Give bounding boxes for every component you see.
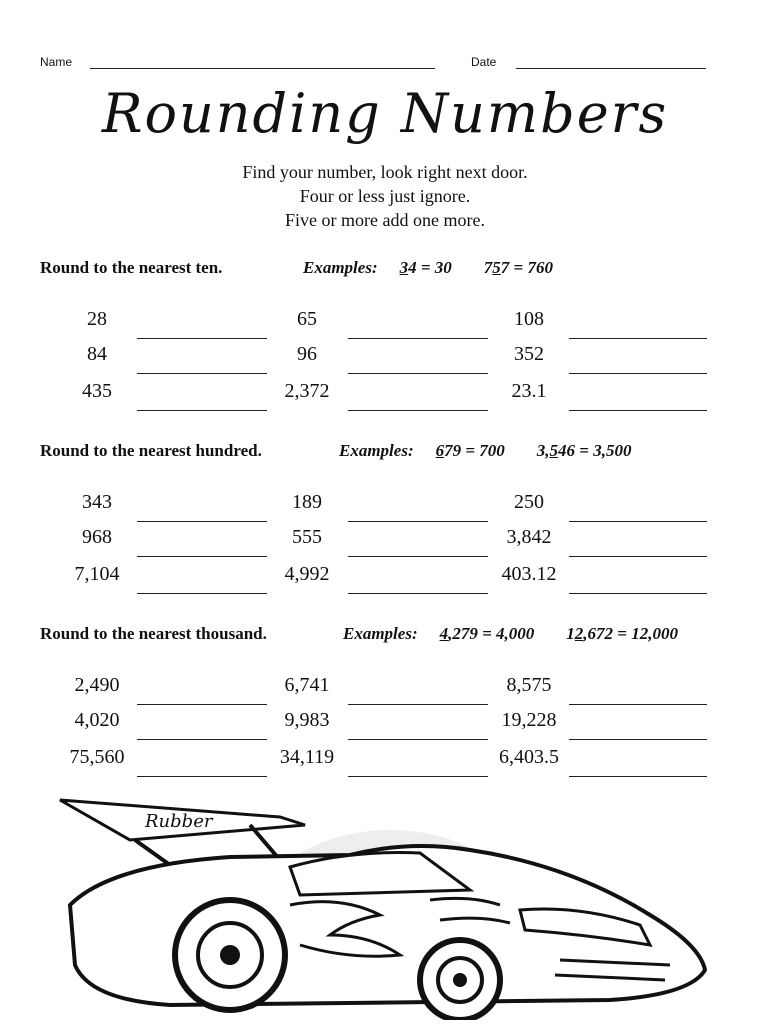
example-underlined-digit: 2 (574, 624, 584, 643)
problem-number: 6,403.5 (499, 746, 559, 768)
answer-blank[interactable] (137, 593, 267, 594)
problem-number: 84 (87, 343, 107, 365)
examples-label: Examples: (343, 624, 418, 643)
example-rest: 79 = 700 (444, 441, 505, 460)
example-2 (484, 258, 553, 277)
example-rest: 46 = 3,500 (558, 441, 632, 460)
answer-blank[interactable] (348, 373, 488, 374)
answer-blank[interactable] (348, 704, 488, 705)
problem-number: 8,575 (506, 674, 552, 696)
examples-1 (339, 441, 631, 461)
problem-number: 2,490 (74, 674, 120, 696)
examples-0 (303, 258, 553, 278)
examples-label: Examples: (339, 441, 414, 460)
problem-number: 435 (82, 380, 112, 402)
example-1 (440, 624, 535, 643)
rhyme-line-2: Four or less just ignore. (299, 186, 471, 206)
answer-blank[interactable] (569, 556, 707, 557)
problem-number: 65 (297, 308, 317, 330)
example-prefix: 1 (566, 624, 575, 643)
answer-blank[interactable] (137, 410, 267, 411)
problem-number: 968 (82, 526, 112, 548)
example-prefix: 3, (536, 441, 550, 460)
problem-number: 23.1 (511, 380, 547, 402)
name-label: Name (40, 55, 73, 69)
example-underlined-digit: 5 (492, 258, 501, 277)
problem-number: 343 (82, 491, 112, 513)
problem-number: 352 (514, 343, 544, 365)
answer-blank[interactable] (348, 739, 488, 740)
section-heading-0: Round to the nearest ten. (40, 258, 223, 277)
problem-number: 96 (297, 343, 317, 365)
answer-blank[interactable] (569, 373, 707, 374)
answer-blank[interactable] (569, 739, 707, 740)
problem-number: 4,992 (284, 563, 330, 585)
problem-number: 9,983 (284, 709, 330, 731)
section-heading-2: Round to the nearest thousand. (40, 624, 267, 643)
example-rest: 4 = 30 (408, 258, 452, 277)
answer-blank[interactable] (348, 556, 488, 557)
problem-number: 250 (514, 491, 544, 513)
spoiler-text: Rubber (145, 811, 213, 832)
example-prefix: 7 (483, 258, 493, 277)
rhyme-line-3: Five or more add one more. (285, 210, 485, 230)
answer-blank[interactable] (137, 739, 267, 740)
examples-2 (343, 624, 678, 644)
example-rest: 7 = 760 (500, 258, 553, 277)
problem-number: 34,119 (279, 746, 335, 768)
answer-blank[interactable] (569, 704, 707, 705)
problem-number: 3,842 (506, 526, 552, 548)
answer-blank[interactable] (348, 338, 488, 339)
problem-number: 2,372 (284, 380, 330, 402)
section-heading-1: Round to the nearest hundred. (40, 441, 262, 460)
problem-number: 4,020 (74, 709, 120, 731)
problem-number: 108 (514, 308, 544, 330)
example-underlined-digit: 3 (399, 258, 409, 277)
answer-blank[interactable] (137, 521, 267, 522)
answer-blank[interactable] (569, 776, 707, 777)
example-2 (566, 624, 678, 643)
answer-blank[interactable] (137, 373, 267, 374)
race-car-icon (50, 795, 720, 1020)
answer-blank[interactable] (137, 338, 267, 339)
problem-number: 6,741 (284, 674, 330, 696)
problem-number: 75,560 (69, 746, 125, 768)
problem-number: 28 (87, 308, 107, 330)
example-1 (400, 258, 452, 277)
answer-blank[interactable] (137, 704, 267, 705)
page-title: Rounding Numbers (101, 82, 669, 145)
answer-blank[interactable] (569, 410, 707, 411)
example-underlined-digit: 5 (549, 441, 559, 460)
answer-blank[interactable] (137, 556, 267, 557)
rhyme-line-1: Find your number, look right next door. (242, 162, 528, 182)
problem-number: 7,104 (74, 563, 120, 585)
answer-blank[interactable] (569, 593, 707, 594)
answer-blank[interactable] (348, 593, 488, 594)
example-2 (537, 441, 632, 460)
problem-number: 555 (292, 526, 322, 548)
date-field[interactable] (516, 68, 706, 69)
example-underlined-digit: 6 (435, 441, 445, 460)
example-underlined-digit: 4 (439, 624, 449, 643)
example-rest: ,672 = 12,000 (583, 624, 678, 643)
answer-blank[interactable] (569, 338, 707, 339)
date-label: Date (471, 55, 497, 69)
problem-number: 19,228 (501, 709, 557, 731)
example-1 (436, 441, 505, 460)
name-field[interactable] (90, 68, 435, 69)
problem-number: 189 (292, 491, 322, 513)
problem-number: 403.12 (501, 563, 557, 585)
answer-blank[interactable] (569, 521, 707, 522)
answer-blank[interactable] (348, 776, 488, 777)
answer-blank[interactable] (137, 776, 267, 777)
answer-blank[interactable] (348, 521, 488, 522)
example-rest: ,279 = 4,000 (448, 624, 535, 643)
examples-label: Examples: (303, 258, 378, 277)
answer-blank[interactable] (348, 410, 488, 411)
